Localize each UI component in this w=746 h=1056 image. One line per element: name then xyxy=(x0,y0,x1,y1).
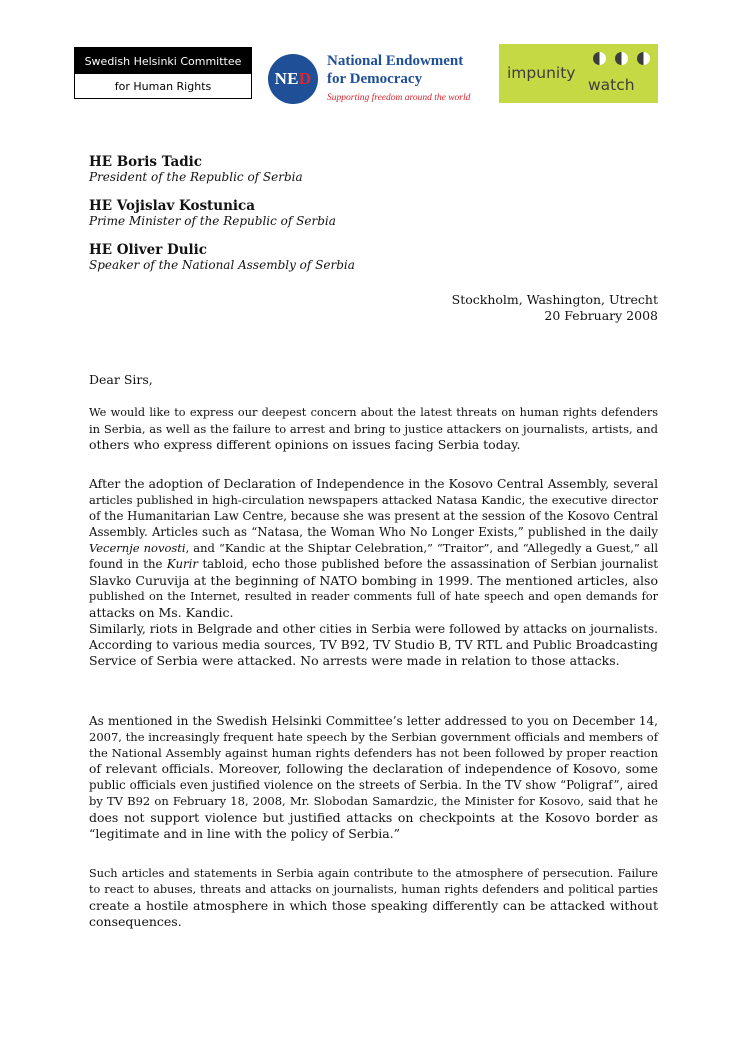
ned-logo-line2: for Democracy xyxy=(327,71,423,87)
paragraph-line: to react to abuses, threats and attacks on journalists, human rights defenders and political parties xyxy=(89,883,658,897)
paragraph-line: does not support violence but justified attacks on checkpoints at the Kosovo border as xyxy=(89,809,658,825)
ned-initials-ne: NE xyxy=(274,69,299,88)
paragraph-line: Similarly, riots in Belgrade and other cities in Serbia were followed by attacks on journalists. xyxy=(89,622,658,636)
paragraph-line: Service of Serbia were attacked. No arrests were made in relation to those attacks. xyxy=(89,653,620,669)
paragraph-line-rest: tabloid, echo those published before the assassination of Serbian journalist xyxy=(198,557,658,572)
paragraph-line: by TV B92 on February 18, 2008, Mr. Slobodan Samardzic, the Minister for Kosovo, said that he xyxy=(89,794,658,809)
salutation: Dear Sirs, xyxy=(89,372,153,387)
paragraph-line: After the adoption of Declaration of Independence in the Kosovo Central Assembly, several xyxy=(89,477,658,491)
body-paragraph-1 xyxy=(89,405,658,453)
addressee-title: President of the Republic of Serbia xyxy=(89,170,303,184)
paragraph-line: public officials even justified violence on the streets of Serbia. In the TV show “Poligraf”, aired xyxy=(89,778,658,793)
paragraph-line: create a hostile atmosphere in which those speaking differently can be attacked without xyxy=(89,898,658,914)
shc-logo-line2: for Human Rights xyxy=(75,74,251,98)
body-paragraph-4 xyxy=(89,713,658,842)
place-date-block xyxy=(452,292,658,324)
paragraph-line: consequences. xyxy=(89,914,182,930)
body-paragraph-2 xyxy=(89,476,658,621)
paragraph-line-start: found in the xyxy=(89,557,167,572)
newspaper-title-kurir: Kurir xyxy=(166,557,199,572)
addressee-title: Prime Minister of the Republic of Serbia xyxy=(89,214,336,228)
impunity-watch-word1: impunity xyxy=(507,64,576,82)
paragraph-line xyxy=(89,556,658,572)
ned-logo-line1: National Endowment xyxy=(327,53,464,69)
paragraph-line: Such articles and statements in Serbia again contribute to the atmosphere of persecution. Failure xyxy=(89,867,658,880)
shc-logo-line1: Swedish Helsinki Committee xyxy=(75,48,251,74)
paragraph-line xyxy=(89,540,658,556)
letter-date: 20 February 2008 xyxy=(544,308,658,323)
addressee-name: HE Boris Tadic xyxy=(89,154,202,170)
impunity-watch-word2: watch xyxy=(588,76,635,94)
half-filled-circles-icon xyxy=(593,52,650,65)
paragraph-line: published on the Internet, resulted in reader comments full of hate speech and open demands for xyxy=(89,589,658,603)
addressee-block xyxy=(89,198,489,229)
body-paragraph-5 xyxy=(89,866,658,930)
paragraph-line: of the Humanitarian Law Centre, because she was present at the session of the Kosovo Central xyxy=(89,509,658,524)
body-paragraph-3 xyxy=(89,621,658,669)
addressee-name: HE Vojislav Kostunica xyxy=(89,198,256,214)
ned-logo xyxy=(268,52,478,108)
addressee-block xyxy=(89,154,489,185)
paragraph-line: attacks on Ms. Kandic. xyxy=(89,604,234,620)
paragraph-line: “legitimate and in line with the policy of Serbia.” xyxy=(89,825,401,841)
paragraph-line: As mentioned in the Swedish Helsinki Committee’s letter addressed to you on December 14, xyxy=(89,714,658,728)
impunity-watch-logo xyxy=(499,44,658,103)
paragraph-line-rest: , and “Kandic at the Shiptar Celebration,” “Traitor”, and “Allegedly a Guest,” all xyxy=(185,541,659,556)
ned-tagline: Supporting freedom around the world xyxy=(327,93,471,103)
paragraph-line: 2007, the increasingly frequent hate speech by the Serbian government officials and members of xyxy=(89,730,658,745)
paragraph-line: Slavko Curuvija at the beginning of NATO bombing in 1999. The mentioned articles, also xyxy=(89,572,658,588)
paragraph-line: in Serbia, as well as the failure to arrest and bring to justice attackers on journalists, artists, and xyxy=(89,422,658,437)
paragraph-line: articles published in high-circulation newspapers attacked Natasa Kandic, the executive director xyxy=(89,493,658,508)
paragraph-line: Assembly. Articles such as “Natasa, the Woman Who No Longer Exists,” published in the daily xyxy=(89,525,658,540)
newspaper-title-vecernje-novosti: Vecernje novosti xyxy=(89,541,186,556)
paragraph-line: others who express different opinions on issues facing Serbia today. xyxy=(89,437,521,453)
swedish-helsinki-committee-logo xyxy=(74,47,252,99)
addressee-title: Speaker of the National Assembly of Serbia xyxy=(89,258,355,272)
ned-circle-icon xyxy=(268,54,318,104)
ned-initials-d: D xyxy=(298,69,312,88)
letter-place: Stockholm, Washington, Utrecht xyxy=(451,292,658,307)
paragraph-line: We would like to express our deepest concern about the latest threats on human rights defenders xyxy=(89,406,658,419)
paragraph-line: of relevant officials. Moreover, following the declaration of independence of Kosovo, some xyxy=(89,762,658,777)
addressee-name: HE Oliver Dulic xyxy=(89,242,208,258)
paragraph-line: the National Assembly against human rights defenders has not been followed by proper reaction xyxy=(89,746,658,761)
addressee-block xyxy=(89,242,489,273)
paragraph-line: According to various media sources, TV B92, TV Studio B, TV RTL and Public Broadcasting xyxy=(89,638,658,653)
